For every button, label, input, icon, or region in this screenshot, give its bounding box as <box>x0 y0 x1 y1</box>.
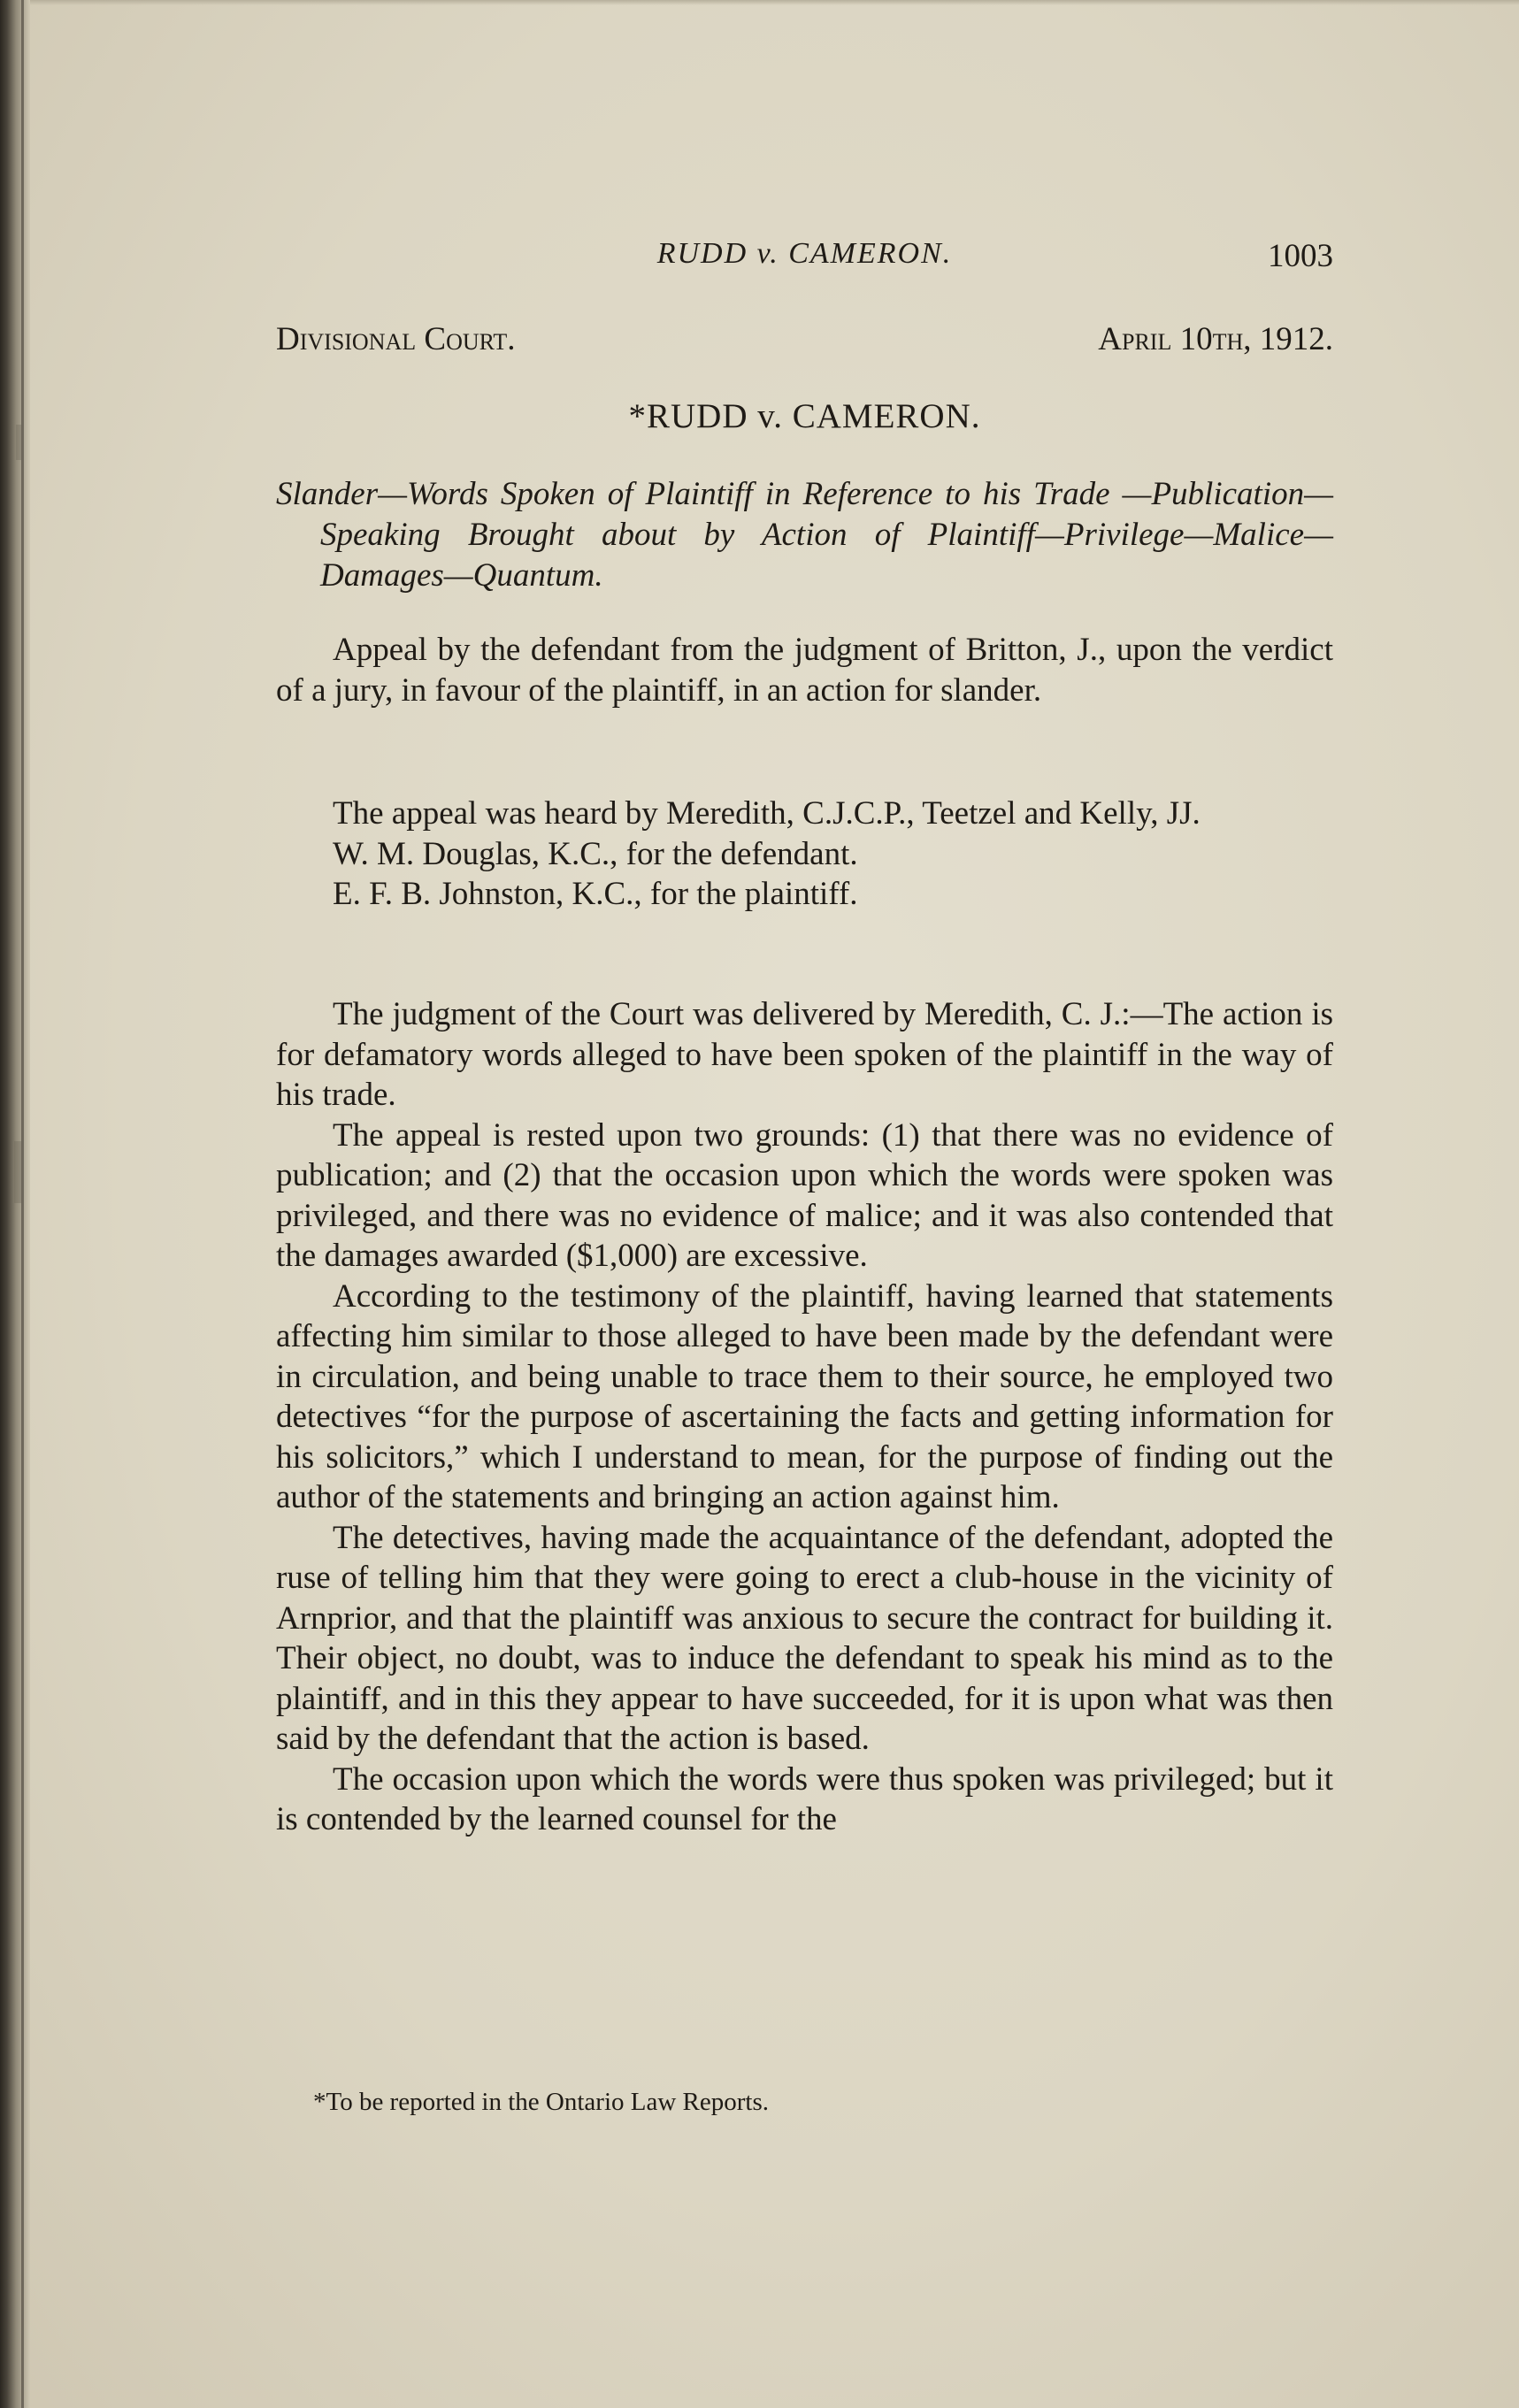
case-title: *RUDD v. CAMERON. <box>628 397 981 435</box>
judgment-paragraph-5: The occasion upon which the words were thus spoken was privileged; but it is contended by the learned counsel for the <box>276 1760 1333 1837</box>
headnote-text: Slander—Words Spoken of Plaintiff in Reference to his Trade —Publication—Speaking Brought about by Action of Plaintiff—Privilege—Malice—Damages—Quantum. <box>276 476 1333 594</box>
binding-mark <box>14 1141 21 1203</box>
court-name: Divisional Court. <box>276 321 516 357</box>
appeal-paragraph: Appeal by the defendant from the judgment of Britton, J., upon the verdict of a jury, in favour of the plaintiff, in an action for slander. <box>276 632 1333 709</box>
judgment-body <box>276 994 1333 1840</box>
counsel-defendant: W. M. Douglas, K.C., for the defendant. <box>333 835 858 872</box>
binding-mark <box>16 425 21 460</box>
book-spine-shadow <box>0 0 30 2408</box>
headnote <box>276 474 1333 596</box>
judgment-paragraph-1: The judgment of the Court was delivered by Meredith, C. J.:—The action is for defamatory words alleged to have been spoken of the plaintiff in the way of his trade. <box>276 996 1333 1113</box>
running-head <box>276 237 1333 281</box>
counsel-plaintiff: E. F. B. Johnston, K.C., for the plaintiff. <box>333 876 858 912</box>
decision-date: April 10th, 1912. <box>1098 321 1333 357</box>
judgment-paragraph-2: The appeal is rested upon two grounds: (1) that there was no evidence of publication; and (2) that the occasion upon which the words were spoken was privileged, and there was no evidence of malice; and it was also contended that the damages awarded ($1,000) are excessive. <box>276 1116 1333 1274</box>
hearing-block <box>276 794 1333 915</box>
heard-by-paragraph: The appeal was heard by Meredith, C.J.C.P., Teetzel and Kelly, JJ. <box>333 795 1201 832</box>
judgment-paragraph-4: The detectives, having made the acquaintance of the defendant, adopted the ruse of telling him that they were going to erect a club-house in the vicinity of Arnprior, and that the plaintiff was anxious to secure the contract for building it. Their object, no doubt, was to induce the defendant to speak his mind as to the plaintiff, and in this they appear to have succeeded, for it is upon what was then said by the defendant that the action is based. <box>276 1519 1333 1757</box>
judgment-paragraph-3: According to the testimony of the plaintiff, having learned that statements affecting him similar to those alleged to have been made by the defendant were in circulation, and being unable to trace them to their source, he employed two detectives “for the purpose of ascertaining the facts and getting information for his solicitors,” which I understand to mean, for the purpose of finding out the author of the statements and bringing an action against him. <box>276 1277 1333 1515</box>
page-top-edge <box>30 0 1519 5</box>
footnote: *To be reported in the Ontario Law Reports. <box>313 2088 769 2116</box>
appeal-paragraph-block <box>276 630 1333 710</box>
running-head-title: RUDD v. CAMERON. <box>656 237 953 270</box>
page-number: 1003 <box>1268 238 1333 274</box>
binding-edge <box>21 0 24 2408</box>
